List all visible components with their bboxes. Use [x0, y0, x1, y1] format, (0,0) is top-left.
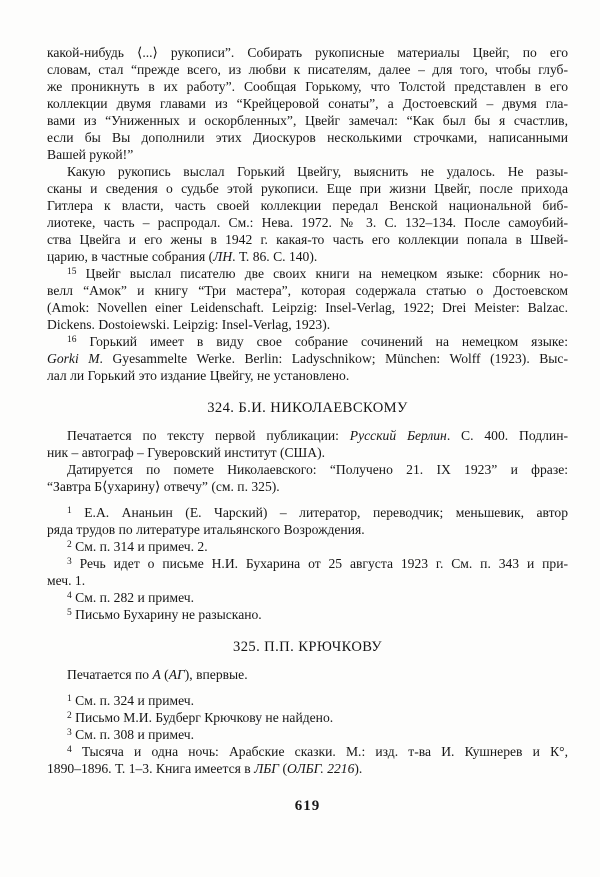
- footnote-number: 1: [67, 505, 72, 516]
- section-heading-325: 325. П.П. КРЮЧКОВУ: [233, 639, 382, 655]
- footnote-324-1: [47, 504, 568, 538]
- text-line: лиотеке, часть – распродал. См.: Нева. 1972. № 3. С. 132–134. После самоубий-: [47, 215, 568, 230]
- text-line: $^1$ Е.А. Ананьин (Е. Чарский) – литератор, переводчик; меньшевик, автор: [67, 505, 568, 520]
- paragraph-324-dating: [47, 461, 568, 495]
- text-line: словам, стал “прежде всего, из любви к писателям, далее – для того, чтобы глуб-: [47, 62, 568, 77]
- footnote-number: 16: [67, 334, 77, 345]
- text-line: если бы Вы дополнили этих Диоскуров несколькими строчками, написанными: [47, 130, 568, 145]
- text-line: Вашей рукой!”: [47, 147, 134, 162]
- paragraph-manuscript-fate: [47, 163, 568, 265]
- paragraph-325-source: [47, 666, 568, 683]
- footnote-number: 5: [67, 607, 72, 618]
- text-line: лал ли Горький это издание Цвейгу, не установлено.: [47, 368, 350, 383]
- footnote-324-5: [47, 606, 568, 623]
- footnote-324-3: [47, 555, 568, 589]
- text-line: $^5$ Письмо Бухарину не разыскано.: [67, 607, 262, 622]
- footnote-325-1: [47, 692, 568, 709]
- text-line: $^3$ См. п. 308 и примеч.: [67, 727, 195, 742]
- text-line: $^{16}$ Горький имеет в виду свое собрание сочинений на немецком языке:: [67, 334, 568, 349]
- text-line: Какую рукопись выслал Горький Цвейгу, выяснить не удалось. Не разы-: [67, 164, 568, 179]
- text-line: $^2$ См. п. 314 и примеч. 2.: [67, 539, 208, 554]
- footnote-number: 3: [67, 727, 72, 738]
- text-line: коллекции двумя главами из “Крейцеровой сонаты”, а Достоевский – двумя гла-: [47, 96, 568, 111]
- text-line: ства Цвейга и его жены в 1942 г. какая-то часть его коллекции попала в Швей-: [47, 232, 568, 247]
- footnote-number: 15: [67, 266, 77, 277]
- page-number: 619: [294, 798, 321, 814]
- footnote-number: 2: [67, 539, 72, 550]
- footnote-number: 2: [67, 710, 72, 721]
- text-line: $^1$ См. п. 324 и примеч.: [67, 693, 195, 708]
- text-line: Печатается по А (АГ), впервые.: [67, 667, 248, 682]
- text-line: меч. 1.: [47, 573, 86, 588]
- text-line: велл “Амок” и книгу “Три мастера”, которая содержала статью о Достоевском: [47, 283, 568, 298]
- footnote-number: 4: [67, 744, 72, 755]
- text-line: $^2$ Письмо М.И. Будберг Крючкову не найдено.: [67, 710, 334, 725]
- paragraph-zweig-collection: [47, 44, 568, 163]
- section-heading-324: 324. Б.И. НИКОЛАЕВСКОМУ: [207, 400, 408, 416]
- page-content: [47, 44, 568, 815]
- text-line: $^4$ См. п. 282 и примеч.: [67, 590, 195, 605]
- text-blocks: [47, 44, 568, 777]
- text-line: какой-нибудь ⟨...⟩ рукописи”. Собирать рукописные материалы Цвейг, по его: [47, 45, 568, 60]
- text-line: ник – автограф – Гуверовский институт (США).: [47, 445, 326, 460]
- text-line: Гитлера к власти, часть своей коллекции передал Венской национальной биб-: [47, 198, 568, 213]
- text-line: $^{15}$ Цвейг выслал писателю две своих книги на немецком языке: сборник но-: [67, 266, 568, 281]
- text-line: “Завтра Б⟨ухарину⟩ отвечу” (см. п. 325).: [47, 479, 280, 494]
- text-line: царию, в частные собрания (ЛН. Т. 86. С. 140).: [47, 249, 318, 264]
- text-line: 1890–1896. Т. 1–3. Книга имеется в ЛБГ (ОЛБГ. 2216).: [47, 761, 363, 776]
- text-line: Датируется по помете Николаевского: “Получено 21. IX 1923” и фразе:: [67, 462, 568, 477]
- text-line: Gorki M. Gyesammelte Werke. Berlin: Ladyschnikow; München: Wolff (1923). Выс-: [47, 351, 568, 366]
- text-line: ряда трудов по литературе итальянского Возрождения.: [47, 522, 365, 537]
- text-line: (Amok: Novellen einer Leidenschaft. Leipzig: Insel-Verlag, 1922; Drei Meister: Balzac.: [47, 300, 568, 315]
- text-line: $^3$ Речь идет о письме Н.И. Бухарина от 25 августа 1923 г. См. п. 343 и при-: [67, 556, 568, 571]
- text-line: вами из “Униженных и оскорбленных”, Цвейг замечал: “Как был бы я счастлив,: [47, 113, 568, 128]
- text-line: сканы и сведения о судьбе этой рукописи. Еще при жизни Цвейг, после прихода: [47, 181, 568, 196]
- footnote-324-4: [47, 589, 568, 606]
- text-line: Печатается по тексту первой публикации: Русский Берлин. С. 400. Подлин-: [67, 428, 568, 443]
- footnote-number: 4: [67, 590, 72, 601]
- footnote-16: [47, 333, 568, 384]
- footnote-325-4: [47, 743, 568, 777]
- text-line: Dickens. Dostoiewski. Leipzig: Insel-Verlag, 1923).: [47, 317, 331, 332]
- footnote-325-2: [47, 709, 568, 726]
- text-line: же проникнуть в их работу”. Сообщая Горькому, что Толстой представлен в его: [47, 79, 568, 94]
- paragraph-324-source: [47, 427, 568, 461]
- text-line: $^4$ Тысяча и одна ночь: Арабские сказки. М.: изд. т-ва И. Кушнерев и К°,: [67, 744, 568, 759]
- footnote-number: 1: [67, 693, 72, 704]
- footnote-15: [47, 265, 568, 333]
- footnote-324-2: [47, 538, 568, 555]
- footnote-325-3: [47, 726, 568, 743]
- footnote-number: 3: [67, 556, 72, 567]
